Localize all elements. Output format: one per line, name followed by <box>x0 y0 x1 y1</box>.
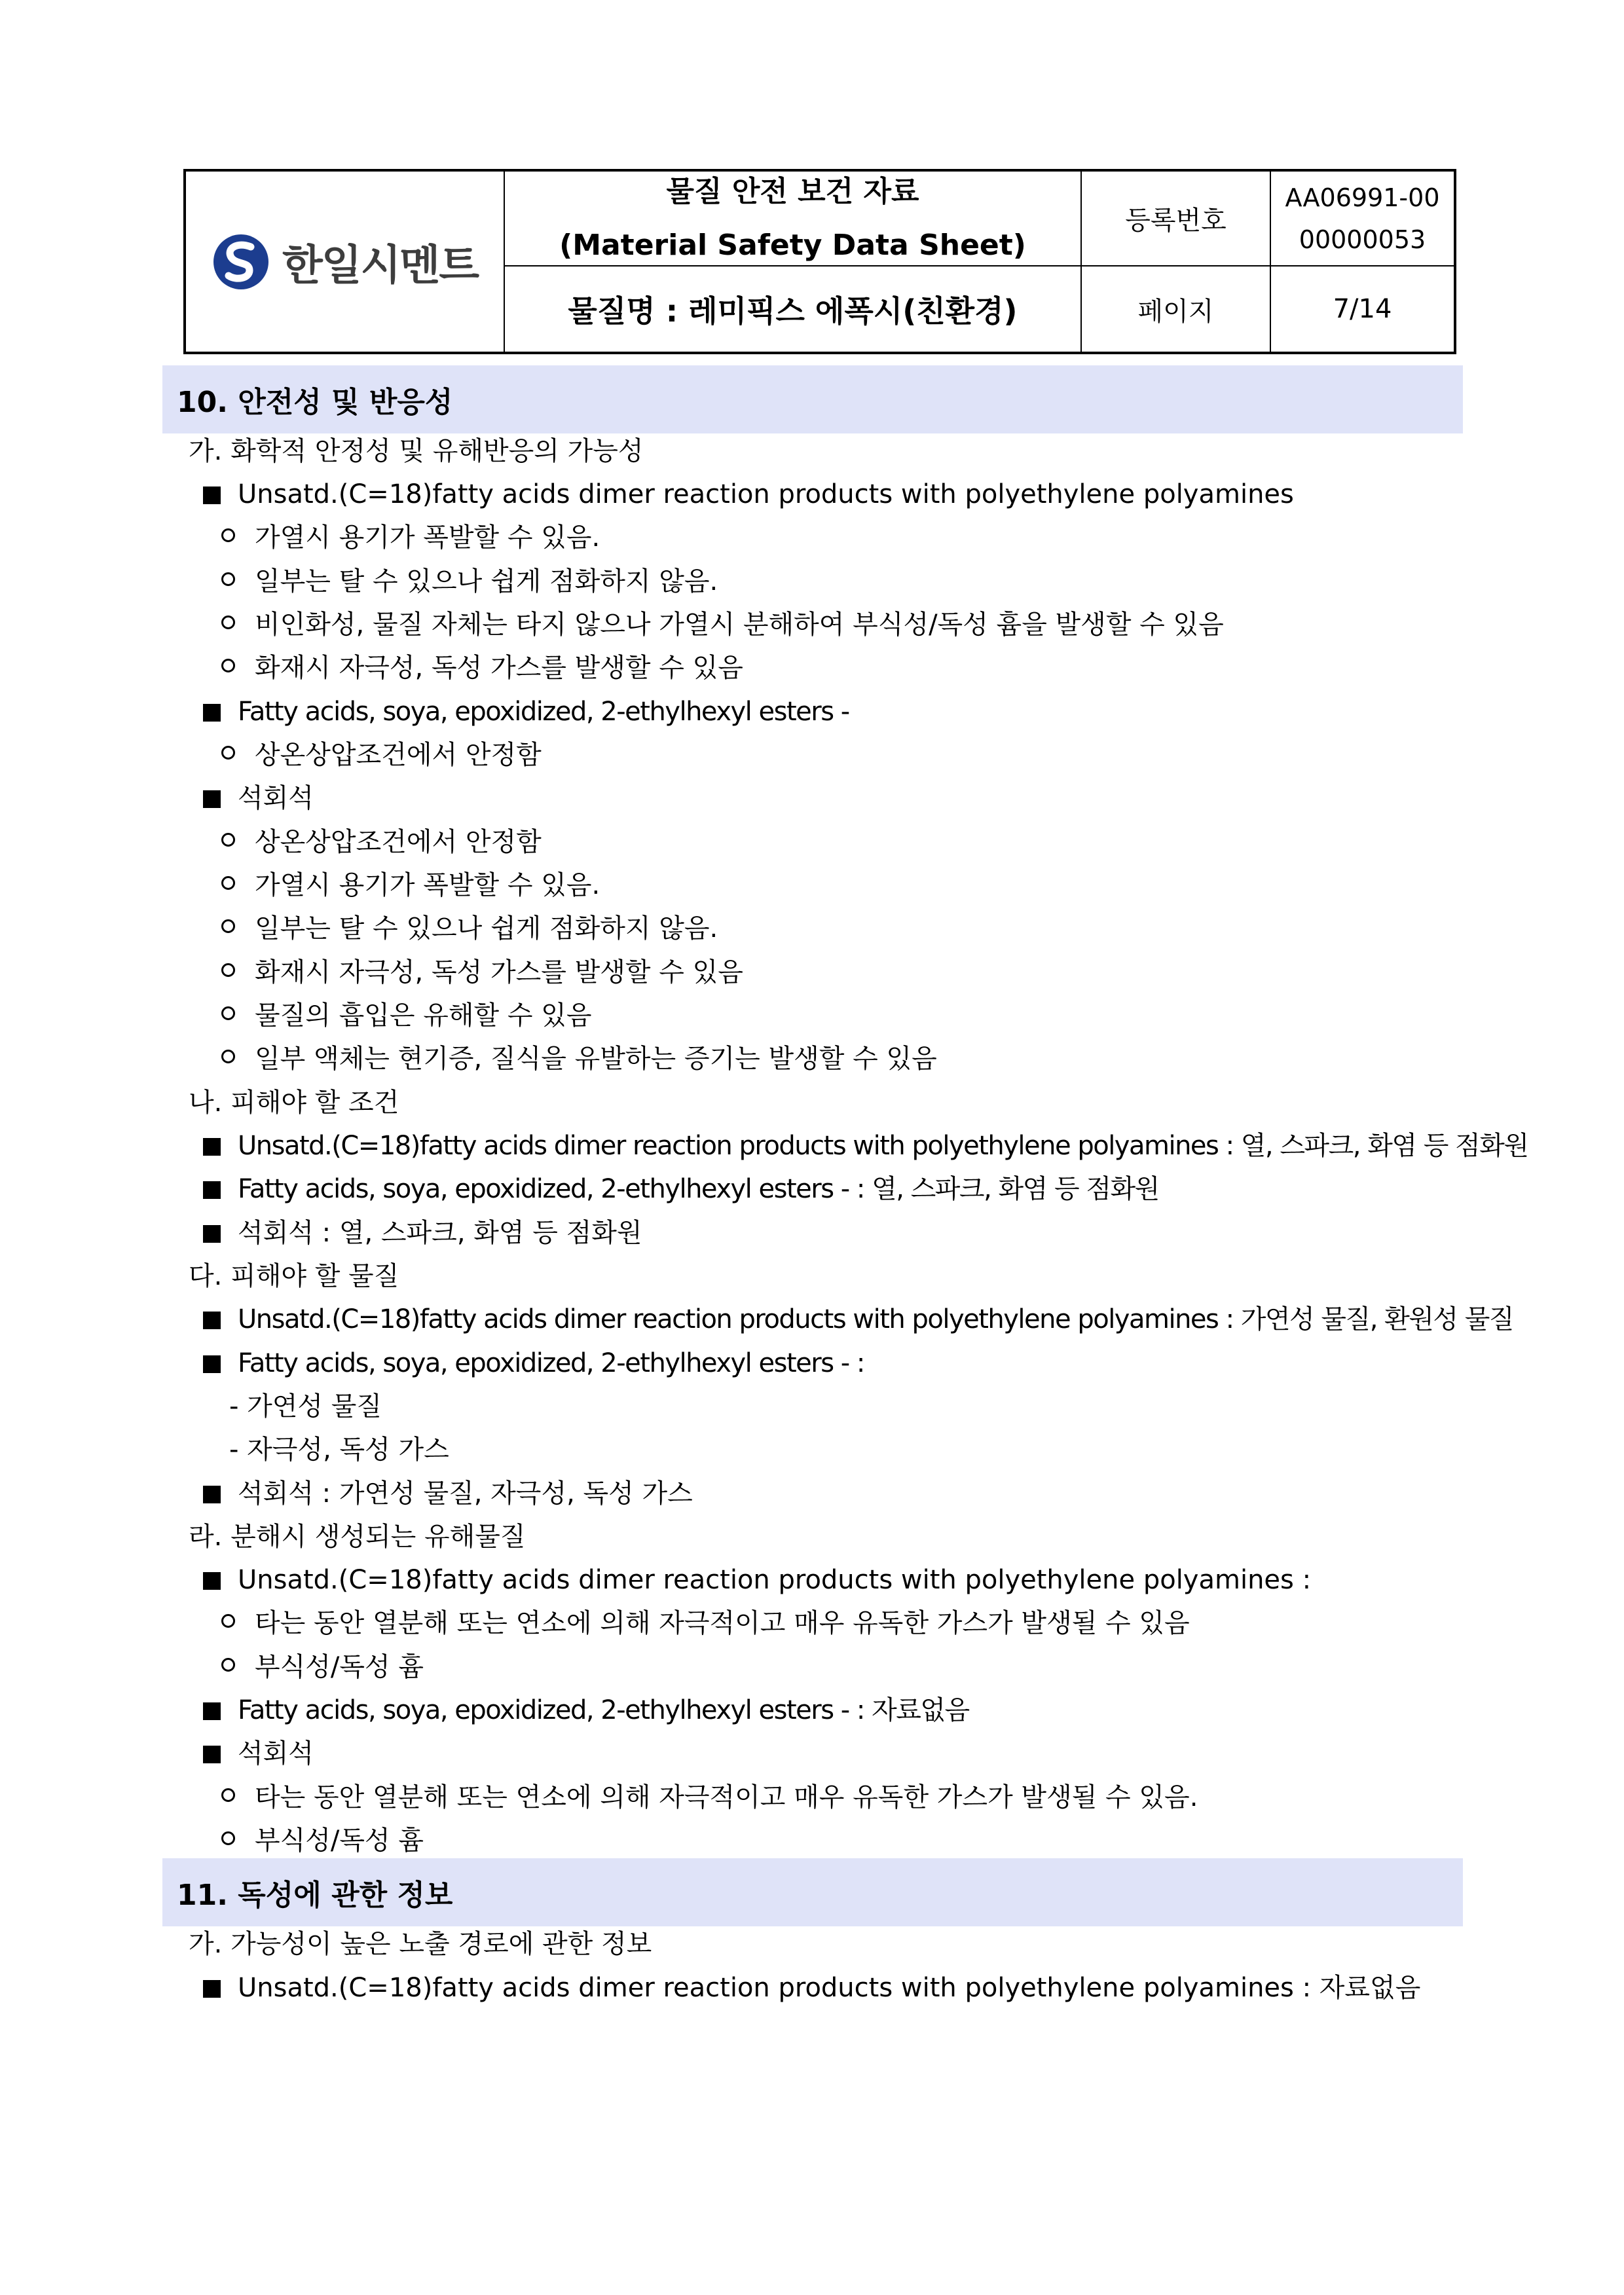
list-item: Fatty acids, soya, epoxidized, 2-ethylhexyl esters - : 열, 스파크, 화염 등 점화원 <box>203 1176 1159 1202</box>
square-bullet-icon <box>203 487 221 504</box>
list-item: 비인화성, 물질 자체는 타지 않으나 가열시 분해하여 부식성/독성 흄을 발생할 수 있음 <box>221 612 1224 638</box>
list-item: Unsatd.(C=18)fatty acids dimer reaction products with polyethylene polyamines : 자료없음 <box>203 1975 1420 2001</box>
circle-bullet-icon <box>221 528 235 542</box>
list-item: 타는 동안 열분해 또는 연소에 의해 자극적이고 매우 유독한 가스가 발생될 수 있음. <box>221 1784 1198 1810</box>
registration-number-line2: 00000053 <box>1299 225 1426 254</box>
product-name: 물질명 : 레미픽스 에폭시(친환경) <box>505 266 1082 352</box>
list-item: 일부 액체는 현기증, 질식을 유발하는 증기는 발생할 수 있음 <box>221 1046 937 1072</box>
list-item: Fatty acids, soya, epoxidized, 2-ethylhexyl esters - : 자료없음 <box>203 1697 969 1723</box>
circle-bullet-icon <box>221 746 235 760</box>
list-item: 석회석 : 가연성 물질, 자극성, 독성 가스 <box>203 1480 693 1507</box>
document-title-ko: 물질 안전 보건 자료 <box>666 174 919 208</box>
section-11-title: 11. 독성에 관한 정보 <box>162 1858 1463 1926</box>
list-item: Unsatd.(C=18)fatty acids dimer reaction products with polyethylene polyamines <box>203 481 1294 507</box>
square-bullet-icon <box>203 704 221 722</box>
circle-bullet-icon <box>221 659 235 672</box>
list-item: 화재시 자극성, 독성 가스를 발생할 수 있음 <box>221 959 743 985</box>
square-bullet-icon <box>203 1572 221 1590</box>
list-item: 타는 동안 열분해 또는 연소에 의해 자극적이고 매우 유독한 가스가 발생될 수 있음 <box>221 1610 1190 1636</box>
list-item: - 가연성 물질 <box>229 1391 382 1422</box>
list-item: 부식성/독성 흄 <box>221 1827 424 1854</box>
list-item: 일부는 탈 수 있으나 쉽게 점화하지 않음. <box>221 915 718 942</box>
list-item: 물질의 흡입은 유해할 수 있음 <box>221 1002 592 1029</box>
list-item: 석회석 : 열, 스파크, 화염 등 점화원 <box>203 1220 642 1246</box>
page-label: 페이지 <box>1082 266 1271 352</box>
subsection-c-title: 다. 피해야 할 물질 <box>189 1261 399 1291</box>
square-bullet-icon <box>203 1138 221 1156</box>
square-bullet-icon <box>203 1980 221 1998</box>
circle-bullet-icon <box>221 1614 235 1628</box>
list-item: Fatty acids, soya, epoxidized, 2-ethylhexyl esters - : <box>203 1350 864 1376</box>
registration-number <box>1271 172 1454 266</box>
circle-bullet-icon <box>221 833 235 847</box>
circle-bullet-icon <box>221 1050 235 1063</box>
list-item: 화재시 자극성, 독성 가스를 발생할 수 있음 <box>221 655 743 681</box>
circle-bullet-icon <box>221 963 235 977</box>
square-bullet-icon <box>203 1181 221 1199</box>
registration-number-line1: AA06991-00 <box>1285 183 1440 212</box>
list-item: 상온상압조건에서 안정함 <box>221 829 542 855</box>
subsection-d-title: 라. 분해시 생성되는 유해물질 <box>189 1522 526 1552</box>
circle-bullet-icon <box>221 876 235 890</box>
list-item: Fatty acids, soya, epoxidized, 2-ethylhexyl esters - <box>203 699 849 725</box>
subsection-a-title: 가. 화학적 안정성 및 유해반응의 가능성 <box>189 436 644 466</box>
section-10-title: 10. 안전성 및 반응성 <box>162 365 1463 433</box>
company-logo <box>212 232 478 292</box>
list-item: 상온상압조건에서 안정함 <box>221 742 542 768</box>
title-cell <box>505 172 1082 266</box>
list-item: 부식성/독성 흄 <box>221 1654 424 1680</box>
page-number: 7/14 <box>1333 294 1392 324</box>
list-item: 일부는 탈 수 있으나 쉽게 점화하지 않음. <box>221 568 718 595</box>
list-item: Unsatd.(C=18)fatty acids dimer reaction products with polyethylene polyamines : <box>203 1567 1311 1593</box>
list-item: 가열시 용기가 폭발할 수 있음. <box>221 524 600 551</box>
square-bullet-icon <box>203 1312 221 1329</box>
square-bullet-icon <box>203 1702 221 1720</box>
company-name: 한일시멘트 <box>282 241 479 290</box>
circle-bullet-icon <box>221 1006 235 1020</box>
list-item: - 자극성, 독성 가스 <box>229 1435 449 1465</box>
circle-bullet-icon <box>221 919 235 933</box>
registration-label: 등록번호 <box>1082 172 1271 266</box>
list-item: 가열시 용기가 폭발할 수 있음. <box>221 872 600 898</box>
subsection-b-title: 나. 피해야 할 조건 <box>189 1088 399 1118</box>
logo-cell <box>186 172 505 352</box>
subsection-a-title: 가. 가능성이 높은 노출 경로에 관한 정보 <box>189 1929 652 1959</box>
square-bullet-icon <box>203 790 221 808</box>
square-bullet-icon <box>203 1355 221 1373</box>
company-logo-icon <box>212 232 270 291</box>
square-bullet-icon <box>203 1746 221 1763</box>
list-item: 석회석 <box>203 1740 314 1767</box>
square-bullet-icon <box>203 1486 221 1503</box>
square-bullet-icon <box>203 1225 221 1243</box>
list-item: Unsatd.(C=18)fatty acids dimer reaction products with polyethylene polyamines : 열, 스파크, 화염 등 점화원 <box>203 1133 1528 1159</box>
list-item: Unsatd.(C=18)fatty acids dimer reaction products with polyethylene polyamines : 가연성 물질, 환원성 물질 <box>203 1306 1513 1332</box>
circle-bullet-icon <box>221 615 235 629</box>
circle-bullet-icon <box>221 1658 235 1672</box>
document-header <box>183 169 1456 354</box>
circle-bullet-icon <box>221 1788 235 1802</box>
circle-bullet-icon <box>221 1831 235 1845</box>
circle-bullet-icon <box>221 572 235 586</box>
list-item: 석회석 <box>203 785 314 811</box>
document-title-en: (Material Safety Data Sheet) <box>559 228 1026 262</box>
